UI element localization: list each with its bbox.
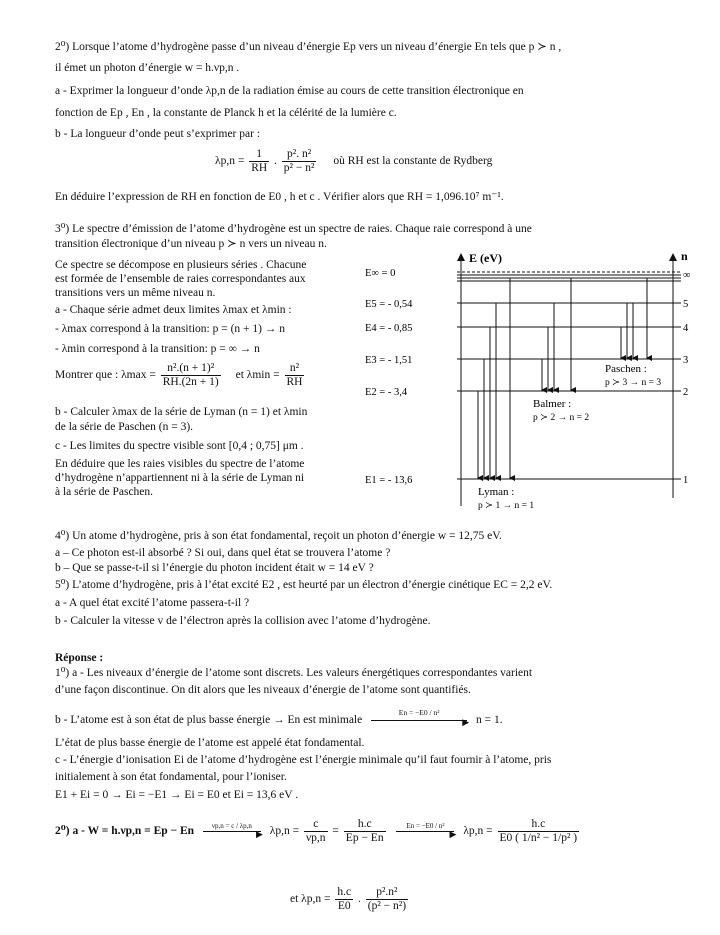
level-label-4: E4 = - 0,85 bbox=[365, 323, 413, 334]
answer-2a-derivation: 2⁰) a - W = h.νp,n = Ep − En νp,n = c / λp,n ▶ λp,n = $\frac{c}{\nu p,n}$ = $\frac{h.c}{Ep - En}$ En = −E0 / n² ▶ λp,n = $\frac{h.c}{\text{E0 ( 1/n² − 1/p² )}}$ bbox=[55, 818, 578, 844]
energy-axis-title: E (eV) bbox=[469, 251, 502, 265]
q3-line2: transition électronique d’un niveau p ≻ n vers un niveau n. bbox=[55, 238, 327, 250]
level-infinity bbox=[365, 268, 691, 281]
fraction-p2n2: $\frac{\text{p². n²}}{\text{p² − n²}}$ bbox=[283, 148, 315, 174]
show-label: Montrer que : λmax = bbox=[55, 369, 156, 382]
q3-line6: a - Chaque série admet deux limites λmax et λmin : bbox=[55, 304, 292, 316]
answer-b-arrow-label: En = −E0 / n² bbox=[398, 708, 440, 718]
q5-a: a - A quel état excité l’atome passera-t-il ? bbox=[55, 597, 250, 609]
paschen-rule: p ≻ 3 → n = 3 bbox=[605, 378, 662, 388]
lambda-min-fraction: $\frac{\text{n²}}{RH}$ bbox=[286, 362, 303, 388]
answer-b-row bbox=[55, 708, 503, 728]
q3-line3: Ce spectre se décompose en plusieurs séries . Chacune bbox=[55, 259, 307, 271]
level-2 bbox=[365, 387, 688, 398]
lyman-transitions bbox=[478, 278, 510, 478]
level-n-2: 2 bbox=[683, 387, 689, 398]
answer-final-formula: et λp,n = $\frac{h.c}{E0}$ . $\frac{\text{p².n²}}{\text{(p² − n²)}}$ bbox=[290, 886, 407, 912]
formula-where: où RH est la constante de Rydberg bbox=[333, 155, 493, 168]
n-axis-title: n bbox=[681, 249, 688, 263]
answer-line1: 1⁰) a - Les niveaux d’énergie de l’atome sont discrets. Les valeurs énergétiques correspondantes varient bbox=[55, 667, 533, 679]
answer-c-line1: c - L’énergie d’ionisation Ei de l’atome d’hydrogène est l’énergie minimale qu’il faut fournir à l’atome, pris bbox=[55, 754, 552, 766]
q2-b-line1: b - La longueur d’onde peut s’exprimer par : bbox=[55, 128, 261, 140]
q4-line1: 4⁰) Un atome d’hydrogène, pris à son état fondamental, reçoit un photon d’énergie w = 12,75 eV. bbox=[55, 530, 502, 542]
balmer-transitions bbox=[542, 278, 571, 390]
fraction-1-over-rh: $\frac{1}{RH}$ bbox=[251, 148, 268, 174]
answer-b-left: b - L’atome est à son état de plus basse énergie → En est minimale bbox=[55, 714, 363, 726]
q2-a-line1: a - Exprimer la longueur d’onde λp,n de la radiation émise au cours de cette transition électronique en bbox=[55, 85, 524, 97]
energy-level-diagram bbox=[365, 248, 710, 518]
q3-c-line4: à la série de Paschen. bbox=[55, 486, 154, 498]
answer-c-line2: initialement à son état fondamental, pour l’ioniser. bbox=[55, 771, 287, 783]
answer-2a-arrow2: En = −E0 / n² ▶ bbox=[396, 831, 454, 832]
level-n-3: 3 bbox=[683, 355, 689, 366]
answer-line2: d’une façon discontinue. On dit alors que les niveaux d’énergie de l’atome sont quantifiés. bbox=[55, 684, 471, 696]
answer-b-line2: L’état de plus basse énergie de l’atome est appelé état fondamental. bbox=[55, 737, 365, 749]
answer-2a-left: 2⁰) a - W = h.νp,n = Ep − En bbox=[55, 825, 195, 838]
show-and: et λmin = bbox=[235, 369, 280, 382]
lyman-rule: p ≻ 1 → n = 1 bbox=[478, 501, 535, 511]
level-label-3: E3 = - 1,51 bbox=[365, 355, 413, 366]
q3-b-line1: b - Calculer λmax de la série de Lyman (n = 1) et λmin bbox=[55, 406, 308, 418]
q5-line1: 5⁰) L’atome d’hydrogène, pris à l’état excité E2 , est heurté par un électron d’énergie cinétique EC = 2,2 eV. bbox=[55, 579, 553, 591]
balmer-rule: p ≻ 2 → n = 2 bbox=[533, 413, 590, 423]
q2-rydberg-formula: λp,n = $\frac{1}{RH}$ . $\frac{\text{p². n²}}{\text{p² − n²}}$ où RH est la constante de Rydberg bbox=[215, 148, 493, 174]
paschen-label: Paschen : bbox=[605, 363, 647, 375]
level-n-5: 5 bbox=[683, 299, 689, 310]
q3-c-line1: c - Les limites du spectre visible sont [0,4 ; 0,75] μm . bbox=[55, 440, 304, 452]
level-label-inf: E∞ = 0 bbox=[365, 268, 396, 279]
q3-line5: transitions vers un même niveau n. bbox=[55, 287, 216, 299]
q3-line4: est formée de l’ensemble de raies correspondantes aux bbox=[55, 273, 306, 285]
answer-b-right: n = 1. bbox=[475, 714, 503, 726]
q3-line1: 3⁰) Le spectre d’émission de l’atome d’hydrogène est un spectre de raies. Chaque raie correspond à une bbox=[55, 223, 532, 235]
q2-intro-line1: 2⁰) Lorsque l’atome d’hydrogène passe d’un niveau d’énergie Ep vers un niveau d’énergie En tels que p ≻ n , bbox=[55, 41, 562, 53]
q5-b: b - Calculer la vitesse v de l’électron après la collision avec l’atome d’hydrogène. bbox=[55, 615, 431, 627]
level-n-inf: ∞ bbox=[683, 270, 691, 281]
lambda-max-fraction: $\frac{\text{n².(n + 1)²}}{RH.(2n + 1)}$ bbox=[162, 362, 219, 388]
formula-lhs: λp,n = bbox=[215, 155, 245, 168]
level-label-2: E2 = - 3,4 bbox=[365, 387, 408, 398]
q2-deduce: En déduire l’expression de RH en fonction de E0 , h et c . Vérifier alors que RH = 1,096.10⁷ m⁻¹. bbox=[55, 191, 504, 203]
answer-c-line3: E1 + Ei = 0 → Ei = −E1 → Ei = E0 et Ei = 13,6 eV . bbox=[55, 789, 299, 801]
level-4 bbox=[365, 323, 689, 334]
q3-show-formula bbox=[55, 362, 306, 389]
lyman-label: Lyman : bbox=[478, 486, 515, 498]
q4-b: b – Que se passe-t-il si l’énergie du photon incident était w = 14 eV ? bbox=[55, 562, 374, 574]
level-label-5: E5 = - 0,54 bbox=[365, 299, 413, 310]
q2-a-line2: fonction de Ep , En , la constante de Planck h et la célérité de la lumière c. bbox=[55, 107, 397, 119]
q3-b-line2: de la série de Paschen (n = 3). bbox=[55, 421, 194, 433]
q3-line7: - λmax correspond à la transition: p = (n + 1) → n bbox=[55, 323, 285, 335]
q3-c-line3: d’hydrogène n’appartiennent ni à la série de Lyman ni bbox=[55, 472, 305, 484]
answer-2a-arrow1: νp,n = c / λp,n ▶ bbox=[203, 831, 261, 832]
level-n-1: 1 bbox=[683, 475, 689, 486]
answer-title: Réponse : bbox=[55, 652, 104, 664]
q3-line8: - λmin correspond à la transition: p = ∞ → n bbox=[55, 343, 260, 355]
level-5 bbox=[365, 299, 688, 310]
q3-c-line2: En déduire que les raies visibles du spectre de l’atome bbox=[55, 458, 305, 470]
level-1 bbox=[365, 475, 688, 486]
level-n-4: 4 bbox=[683, 323, 689, 334]
q4-a: a – Ce photon est-il absorbé ? Si oui, dans quel état se trouvera l’atome ? bbox=[55, 547, 391, 559]
balmer-label: Balmer : bbox=[533, 398, 572, 410]
answer-b-arrow: En = −E0 / n² ▶ bbox=[371, 719, 467, 721]
paschen-transitions bbox=[621, 278, 647, 358]
level-label-1: E1 = - 13,6 bbox=[365, 475, 413, 486]
q2-intro-line2: il émet un photon d’énergie w = h.νp,n . bbox=[55, 62, 240, 74]
